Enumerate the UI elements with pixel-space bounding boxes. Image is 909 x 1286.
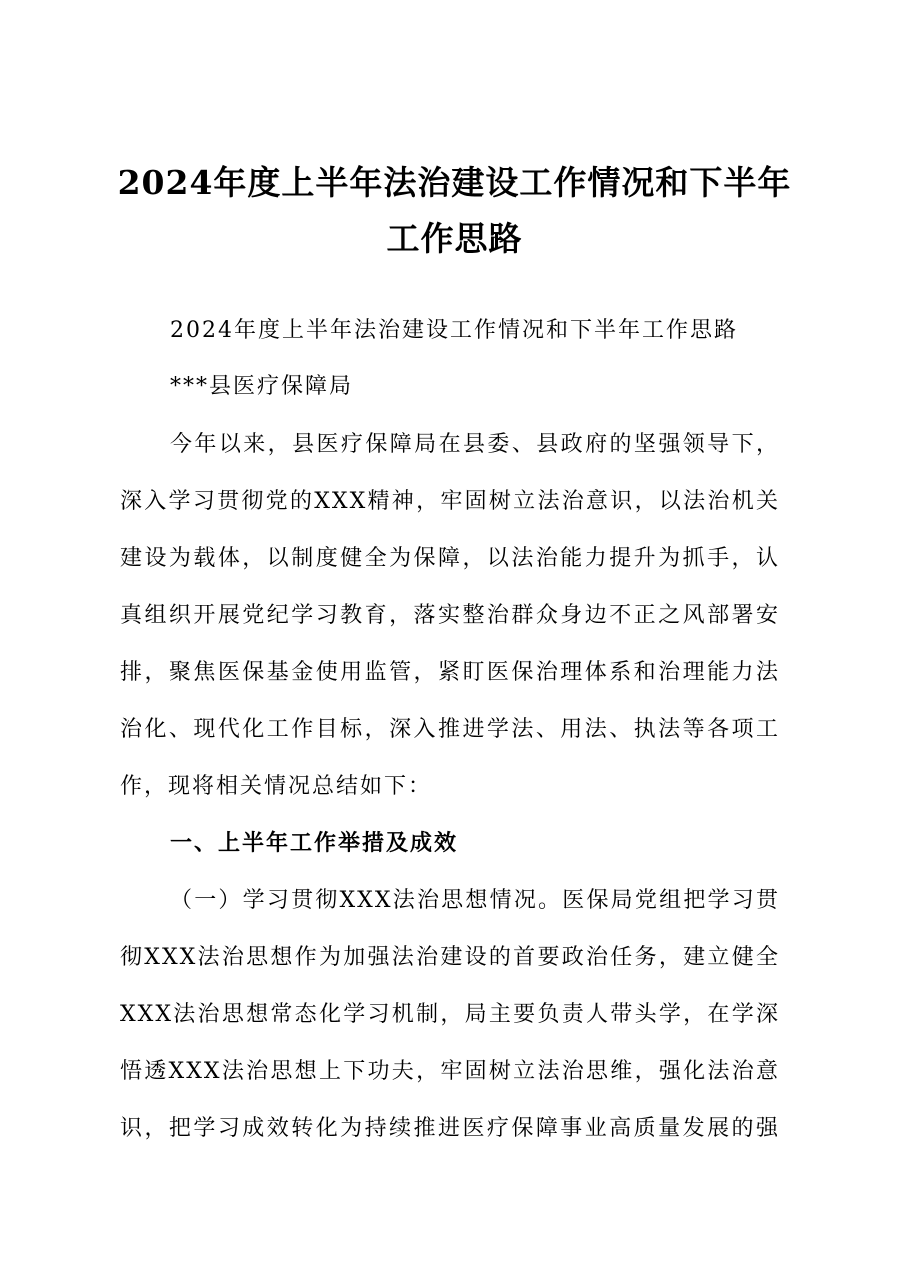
paragraph-line: （一）学习贯彻XXX法治思想情况。医保局党组把学习贯 — [170, 888, 780, 913]
paragraph-line: XXX法治思想常态化学习机制，局主要负责人带头学，在学深 — [120, 1002, 780, 1027]
document-title-line-2: 工作思路 — [386, 219, 523, 258]
paragraph-line: 今年以来，县医疗保障局在县委、县政府的坚强领导下， — [170, 432, 780, 457]
document-title-line-1: 2024年度上半年法治建设工作情况和下半年 — [117, 163, 792, 202]
paragraph-line: 建设为载体，以制度健全为保障，以法治能力提升为抓手，认 — [120, 546, 780, 571]
document-subtitle: 2024年度上半年法治建设工作情况和下半年工作思路 — [170, 318, 738, 343]
paragraph-line: 悟透XXX法治思想上下功夫，牢固树立法治思维，强化法治意 — [120, 1059, 780, 1084]
paragraph-line: 治化、现代化工作目标，深入推进学法、用法、执法等各项工 — [120, 717, 780, 742]
paragraph-line: 真组织开展党纪学习教育，落实整治群众身边不正之风部署安 — [120, 603, 780, 628]
paragraph-line: 作，现将相关情况总结如下： — [120, 774, 433, 799]
paragraph-line: 深入学习贯彻党的XXX精神，牢固树立法治意识，以法治机关 — [120, 489, 780, 514]
paragraph-line: 识，把学习成效转化为持续推进医疗保障事业高质量发展的强 — [120, 1116, 780, 1141]
organization-name: ***县医疗保障局 — [170, 374, 354, 399]
paragraph-line: 排，聚焦医保基金使用监管，紧盯医保治理体系和治理能力法 — [120, 660, 780, 685]
section-heading: 一、上半年工作举措及成效 — [170, 831, 459, 856]
paragraph-line: 彻XXX法治思想作为加强法治建设的首要政治任务，建立健全 — [120, 945, 780, 970]
